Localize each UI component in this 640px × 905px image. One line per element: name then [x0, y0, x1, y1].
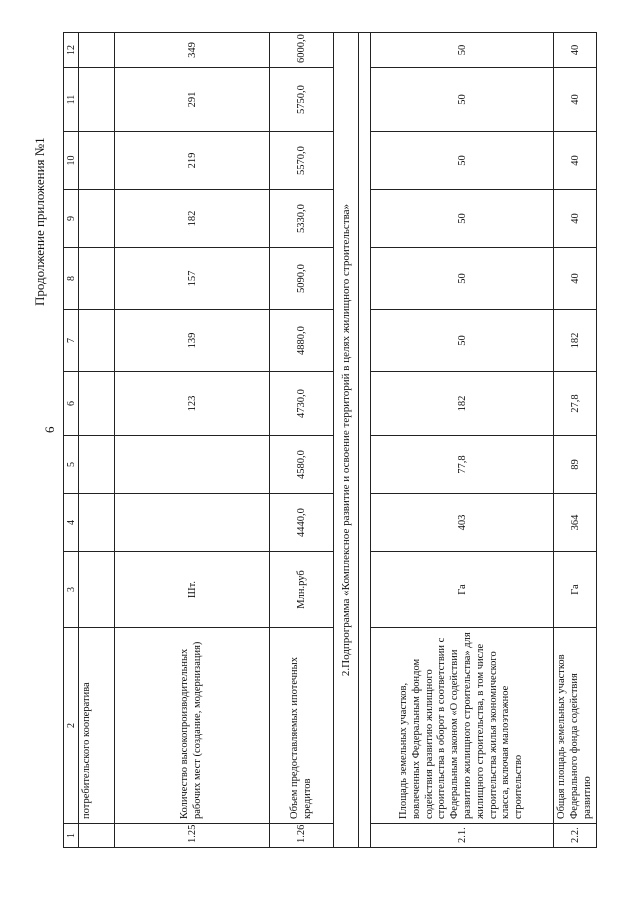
value-cell	[79, 372, 115, 436]
header-cell: 6	[64, 372, 79, 436]
header-cell: 3	[64, 552, 79, 628]
value-cell: 123	[115, 372, 270, 436]
row-id: 2.1.	[371, 824, 554, 848]
value-cell: 182	[115, 190, 270, 248]
value-cell	[79, 132, 115, 190]
value-cell: 5330,0	[270, 190, 334, 248]
value-cell: 139	[115, 310, 270, 372]
value-cell: 182	[554, 310, 597, 372]
value-cell: 40	[554, 68, 597, 132]
value-cell: 50	[371, 310, 554, 372]
value-cell: 291	[115, 68, 270, 132]
data-table	[63, 33, 593, 848]
value-cell: 40	[554, 248, 597, 310]
value-cell: 40	[554, 33, 597, 68]
row-name: Объем предоставляемых ипотечных кредитов	[270, 628, 334, 824]
value-cell: 6000,0	[270, 33, 334, 68]
value-cell: 4730,0	[270, 372, 334, 436]
value-cell: 77,8	[371, 436, 554, 494]
value-cell: 27,8	[554, 372, 597, 436]
value-cell: 50	[371, 68, 554, 132]
section-title-row	[334, 33, 359, 848]
row-name: Площадь земельных участков, вовлеченных Федеральным фондом содействия развитию жилищного строительства в оборот в соответствии с Федеральным законом «О содействии развитию жилищного строительства» для жилищного строительства, в том числе строительства жилья экономического класса, включая малоэтажное строительство	[371, 628, 554, 824]
header-cell: 10	[64, 132, 79, 190]
value-cell: 50	[371, 33, 554, 68]
header-cell: 9	[64, 190, 79, 248]
row-unit: Млн.руб	[270, 552, 334, 628]
header-cell: 7	[64, 310, 79, 372]
table-row	[554, 33, 597, 848]
row-unit: Га	[554, 552, 597, 628]
value-cell	[79, 190, 115, 248]
header-cell: 5	[64, 436, 79, 494]
value-cell: 5090,0	[270, 248, 334, 310]
value-cell: 50	[371, 132, 554, 190]
table-row	[270, 33, 334, 848]
row-unit: Га	[371, 552, 554, 628]
row-unit	[79, 552, 115, 628]
value-cell: 50	[371, 190, 554, 248]
row-id: 2.2.	[554, 824, 597, 848]
value-cell: 364	[554, 494, 597, 552]
value-cell: 403	[371, 494, 554, 552]
value-cell	[79, 436, 115, 494]
row-id	[79, 824, 115, 848]
table-row	[115, 33, 270, 848]
value-cell: 50	[371, 248, 554, 310]
section-title: 2.Подпрограмма «Комплексное развитие и освоение территорий в целях жилищного строительства»	[334, 33, 359, 848]
row-unit: Шт.	[115, 552, 270, 628]
value-cell: 157	[115, 248, 270, 310]
value-cell: 4440,0	[270, 494, 334, 552]
value-cell: 5750,0	[270, 68, 334, 132]
value-cell: 219	[115, 132, 270, 190]
row-name: Общая площадь земельных участков Федерального фонда содействия развитию	[554, 628, 597, 824]
value-cell: 4880,0	[270, 310, 334, 372]
header-cell: 12	[64, 33, 79, 68]
table-header-row	[64, 33, 79, 848]
header-cell: 1	[64, 824, 79, 848]
value-cell: 40	[554, 190, 597, 248]
header-cell: 11	[64, 68, 79, 132]
row-id: 1.25	[115, 824, 270, 848]
header-cell: 8	[64, 248, 79, 310]
value-cell	[79, 310, 115, 372]
value-cell: 40	[554, 132, 597, 190]
value-cell: 5570,0	[270, 132, 334, 190]
row-name: Количество высокопроизводительных рабочих мест (создание, модернизация)	[115, 628, 270, 824]
value-cell	[79, 68, 115, 132]
table-row	[79, 33, 115, 848]
value-cell	[115, 494, 270, 552]
row-id: 1.26	[270, 824, 334, 848]
header-cell: 4	[64, 494, 79, 552]
table-row	[371, 33, 554, 848]
value-cell	[115, 436, 270, 494]
value-cell	[79, 494, 115, 552]
header-cell: 2	[64, 628, 79, 824]
value-cell: 182	[371, 372, 554, 436]
continuation-heading: Продолжение приложения №1	[32, 137, 47, 306]
value-cell: 349	[115, 33, 270, 68]
value-cell	[79, 33, 115, 68]
row-name: потребительского кооператива	[79, 628, 115, 824]
value-cell	[79, 248, 115, 310]
value-cell: 89	[554, 436, 597, 494]
value-cell: 4580,0	[270, 436, 334, 494]
spacer-row	[359, 33, 371, 848]
